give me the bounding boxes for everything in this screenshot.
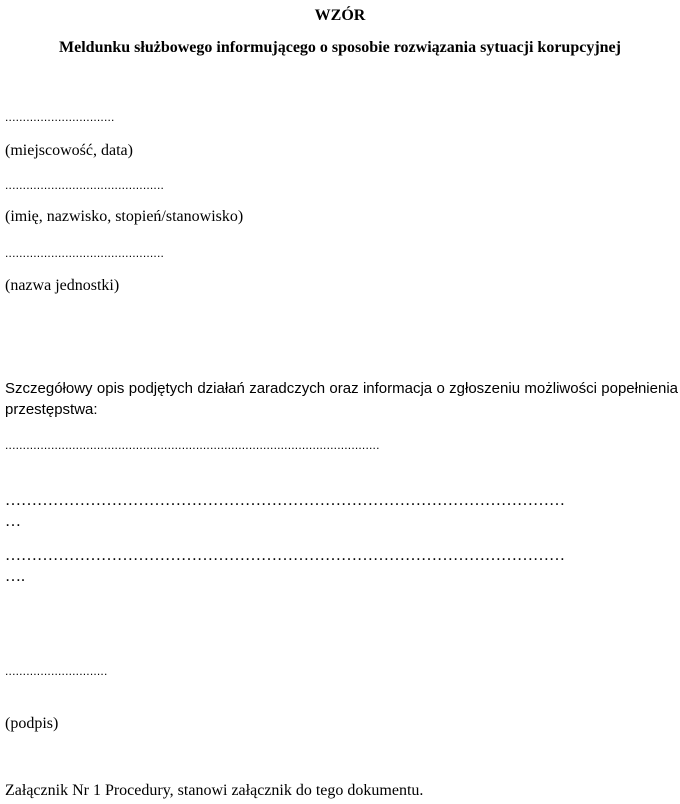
signature-dots: ............................. <box>5 664 108 678</box>
ellipsis-line-2-end: …. <box>5 568 25 585</box>
description-dots-line: .......................................................................................................... <box>5 438 380 452</box>
place-date-dots: ............................... <box>5 110 115 124</box>
footer-note: Załącznik Nr 1 Procedury, stanowi załącznik do tego dokumentu. <box>5 782 424 799</box>
unit-label: (nazwa jednostki) <box>5 277 120 294</box>
name-label: (imię, nazwisko, stopień/stanowisko) <box>5 208 244 225</box>
name-dots: ............................................. <box>5 178 165 192</box>
ellipsis-line-1-end: … <box>5 513 21 530</box>
document-title: WZÓR <box>314 7 366 24</box>
unit-dots: ............................................. <box>5 246 165 260</box>
place-date-label: (miejscowość, data) <box>5 142 133 159</box>
ellipsis-line-1: …………………………………………………………………………………………… <box>5 492 565 509</box>
document-subtitle: Meldunku służbowego informującego o sposobie rozwiązania sytuacji korupcyjnej <box>59 39 621 56</box>
signature-label: (podpis) <box>5 715 59 732</box>
ellipsis-line-2: …………………………………………………………………………………………… <box>5 547 565 564</box>
description-text: Szczegółowy opis podjętych działań zaradczych oraz informacja o zgłoszeniu możliwości popełnienia przestępstwa: <box>5 380 678 418</box>
